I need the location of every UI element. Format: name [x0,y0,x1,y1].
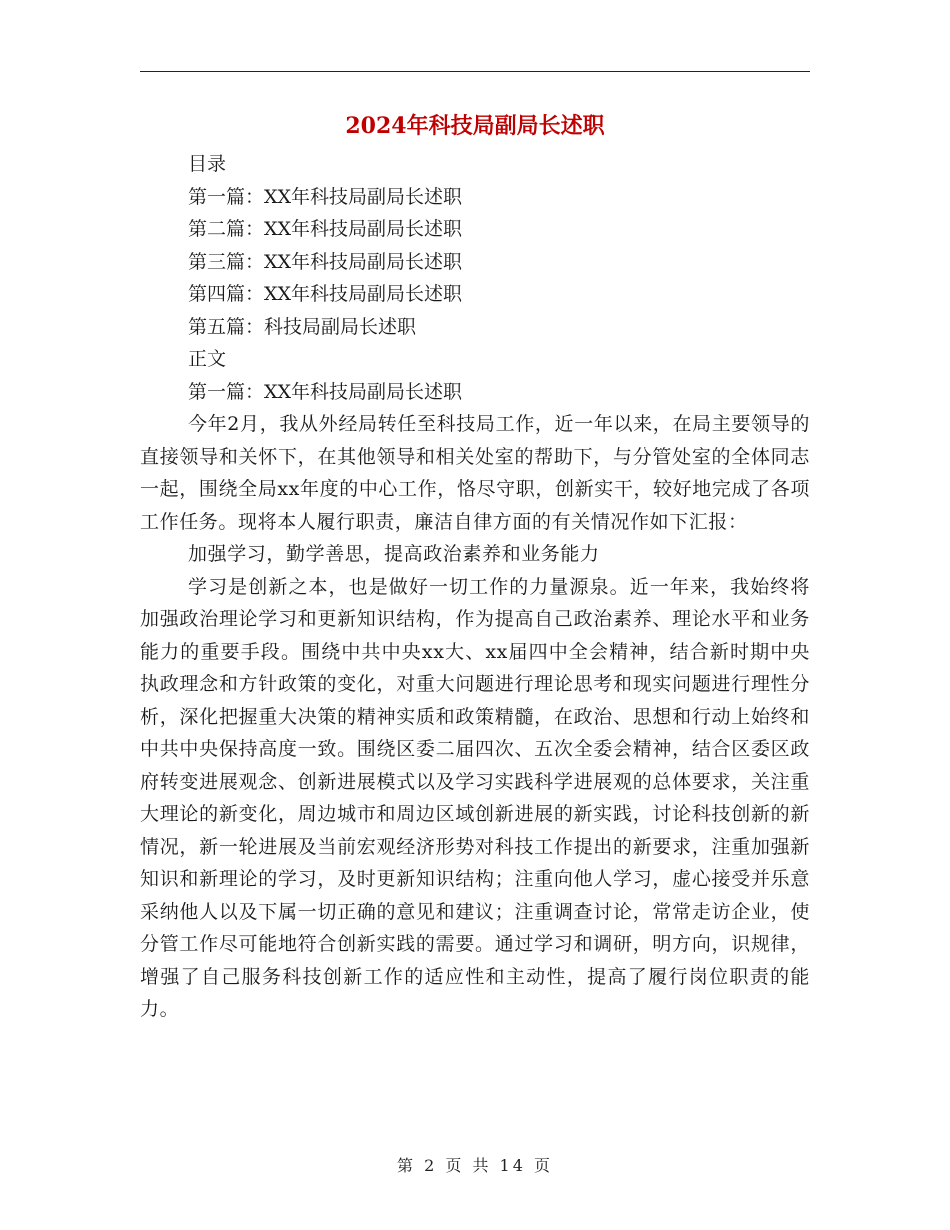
page-number-footer: 第 2 页 共 14 页 [397,1156,553,1175]
document-title: 2024年科技局副局长述职 [345,113,605,139]
paragraph-subheading: 加强学习，勤学善思，提高政治素养和业务能力 [188,543,600,565]
toc-item: 第四篇：XX年科技局副局长述职 [188,283,463,305]
document-body [140,148,810,1026]
body-heading: 正文 [188,348,227,370]
toc-item: 第五篇：科技局副局长述职 [188,315,417,338]
toc-item: 第一篇：XX年科技局副局长述职 [188,185,463,208]
section-heading: 第一篇：XX年科技局副局长述职 [188,380,463,403]
paragraph-intro: 今年2月，我从外经局转任至科技局工作，近一年以来，在局主要领导的直接领导和关怀下，在其他领导和相关处室的帮助下，与分管处室的全体同志一起，围绕全局xx年度的中心工作，恪尽守职，创新实干，较好地完成了各项工作任务。现将本人履行职责，廉洁自律方面的有关情况作如下汇报： [140,413,810,533]
toc-item: 第二篇：XX年科技局副局长述职 [188,218,463,240]
header-rule [140,71,810,72]
paragraph-study: 学习是创新之本，也是做好一切工作的力量源泉。近一年来，我始终将加强政治理论学习和更新知识结构，作为提高自己政治素养、理论水平和业务能力的重要手段。围绕中共中央xx大、xx届四中全会精神，结合新时期中央执政理念和方针政策的变化，对重大问题进行理论思考和现实问题进行理性分析，深化把握重大决策的精神实质和政策精髓，在政治、思想和行动上始终和中共中央保持高度一致。围绕区委二届四次、五次全委会精神，结合区委区政府转变进展观念、创新进展模式以及学习实践科学进展观的总体要求，关注重大理论的新变化，周边城市和周边区域创新进展的新实践，讨论科技创新的新情况，新一轮进展及当前宏观经济形势对科技工作提出的新要求，注重加强新知识和新理论的学习，及时更新知识结构；注重向他人学习，虚心接受并乐意采纳他人以及下属一切正确的意见和建议；注重调查讨论，常常走访企业，使分管工作尽可能地符合创新实践的需要。通过学习和调研，明方向，识规律，增强了自己服务科技创新工作的适应性和主动性，提高了履行岗位职责的能力。 [140,575,810,1020]
toc-item: 第三篇：XX年科技局副局长述职 [188,250,463,273]
toc-heading: 目录 [188,153,227,175]
